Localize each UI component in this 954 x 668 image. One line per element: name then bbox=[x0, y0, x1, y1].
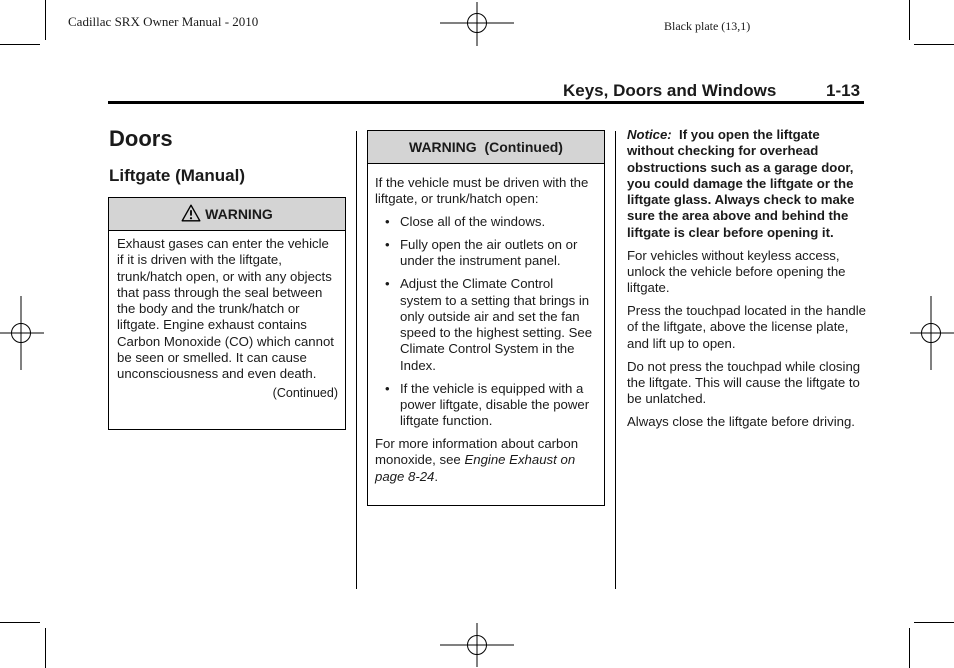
bullet-list bbox=[375, 214, 598, 429]
crop-mark bbox=[45, 628, 46, 668]
page-number: 1-13 bbox=[826, 81, 861, 100]
column-divider bbox=[615, 131, 616, 589]
column-three bbox=[627, 127, 867, 437]
warning-intro: If the vehicle must be driven with the liftgate, or trunk/hatch open: bbox=[375, 175, 589, 207]
notice-label: Notice: bbox=[627, 127, 672, 142]
notice bbox=[627, 127, 867, 241]
list-item: • If the vehicle is equipped with a power liftgate, disable the power liftgate function. bbox=[375, 381, 598, 430]
paragraph: For vehicles without keyless access, unlock the vehicle before opening the liftgate. bbox=[627, 247, 846, 296]
header-rule bbox=[108, 101, 864, 104]
list-item: • Close all of the windows. bbox=[375, 214, 598, 230]
manual-title: Cadillac SRX Owner Manual - 2010 bbox=[68, 14, 259, 29]
crop-mark bbox=[914, 622, 954, 623]
notice-text: If you open the liftgate without checking for overhead obstructions such as a garage door, you could damage the liftgate or the liftgate glass. Always check to make sure the area above and behind the liftgate is clear before opening it. bbox=[627, 127, 855, 240]
warning-continued-box bbox=[367, 130, 605, 506]
subsection-heading: Liftgate (Manual) bbox=[109, 166, 245, 185]
continued-label: (Continued) bbox=[272, 385, 338, 400]
more-info-end: . bbox=[434, 468, 439, 484]
warning-continued-content bbox=[368, 164, 604, 485]
list-item: • Fully open the air outlets on or under the instrument panel. bbox=[375, 237, 598, 270]
crop-mark bbox=[45, 0, 46, 40]
crop-mark bbox=[909, 628, 910, 668]
chapter-heading: Doors bbox=[109, 126, 173, 151]
warning-continued-header: WARNING (Continued) bbox=[368, 131, 604, 164]
warning-body: Exhaust gases can enter the vehicle if it is driven with the liftgate, trunk/hatch open, or with any objects that pass through the seal between the body and the trunk/hatch or liftgate. Engine exhaust contains Carbon Monoxide (CO) which cannot be seen or smelled. It can cause unconsciousness and even death. bbox=[117, 236, 334, 382]
warning-title: WARNING bbox=[205, 206, 273, 222]
registration-mark-bottom bbox=[440, 623, 514, 667]
registration-mark-right bbox=[910, 296, 954, 370]
crop-mark bbox=[909, 0, 910, 40]
more-info bbox=[375, 436, 598, 485]
section-title: Keys, Doors and Windows bbox=[563, 81, 777, 100]
registration-mark-left bbox=[0, 296, 44, 370]
paragraph: Press the touchpad located in the handle of the liftgate, above the license plate, and lift up to open. bbox=[627, 303, 867, 351]
paragraph: Do not press the touchpad while closing the liftgate. This will cause the liftgate to be unlatched. bbox=[627, 358, 861, 407]
crop-mark bbox=[0, 44, 40, 45]
warning-box bbox=[108, 197, 346, 430]
registration-mark-top bbox=[440, 2, 514, 46]
cross-reference: Engine Exhaust on page 8-24 bbox=[375, 452, 576, 484]
column-divider bbox=[356, 131, 357, 589]
list-item: • Adjust the Climate Control system to a setting that brings in only outside air and set the fan speed to the highest setting. See Climate Control System in the Index. bbox=[375, 276, 598, 374]
crop-mark bbox=[914, 44, 954, 45]
paragraph: Always close the liftgate before driving. bbox=[627, 414, 855, 430]
crop-mark bbox=[0, 622, 40, 623]
plate-label: Black plate (13,1) bbox=[664, 19, 751, 33]
warning-triangle-icon bbox=[181, 204, 201, 222]
warning-header bbox=[109, 198, 345, 231]
more-info-text: For more information about carbon monoxide, see bbox=[375, 436, 579, 468]
